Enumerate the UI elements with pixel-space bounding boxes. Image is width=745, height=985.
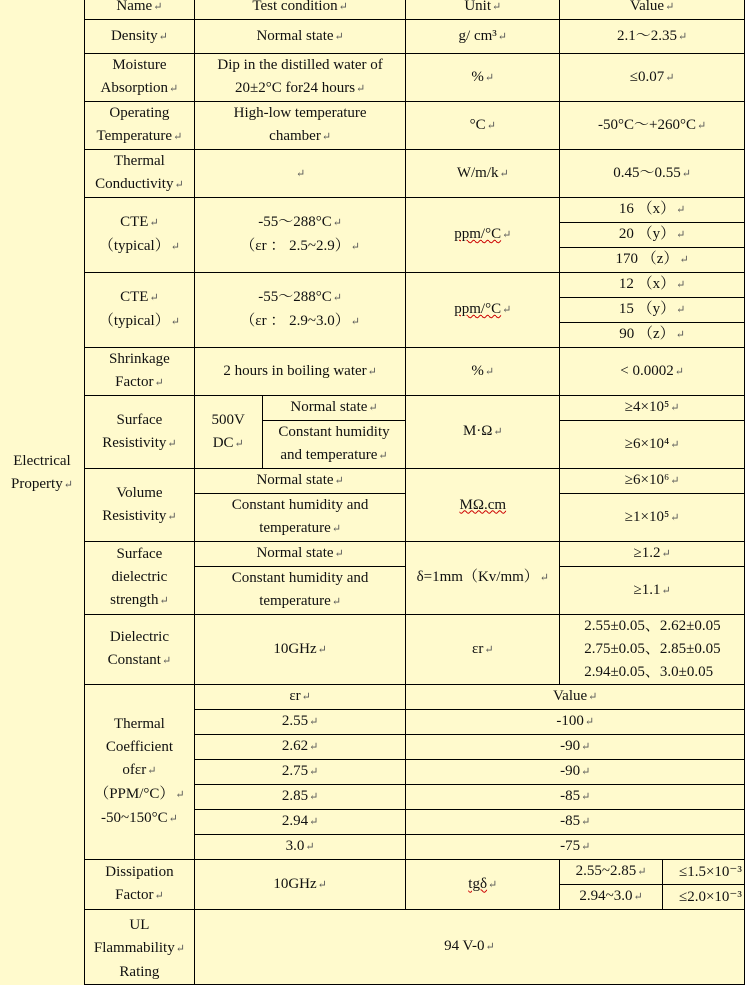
cell-text: 2.55±0.05、2.62±0.05 <box>584 618 721 634</box>
table-cell <box>406 810 745 835</box>
paragraph-mark: ↵ <box>696 119 707 132</box>
cell-text: （εr ： 2.9~3.0） <box>240 313 350 329</box>
table-cell <box>85 910 195 985</box>
table-cell <box>560 248 745 273</box>
paragraph-mark: ↵ <box>681 167 691 180</box>
paragraph-mark: ↵ <box>679 254 689 266</box>
cell-text: tgδ <box>468 875 488 892</box>
cell-text: -50~150°C <box>100 810 168 826</box>
row-density <box>85 20 745 54</box>
paragraph-mark: ↵ <box>317 643 327 656</box>
table-cell <box>194 469 406 494</box>
paragraph-mark: ↵ <box>485 941 495 953</box>
paragraph-mark: ↵ <box>676 304 686 316</box>
paragraph-mark: ↵ <box>676 279 686 291</box>
cell-text: Value <box>629 0 665 14</box>
paragraph-mark: ↵ <box>167 510 177 523</box>
table-cell <box>560 298 745 323</box>
cell-text: Operating <box>109 105 170 121</box>
cell-text: ≥1.1 <box>633 581 661 598</box>
table-cell <box>194 20 406 54</box>
cell-text: 94 V-0 <box>444 938 485 954</box>
paragraph-mark: ↵ <box>332 217 342 229</box>
cell-text: and temperature <box>280 447 378 463</box>
cell-text: εr <box>289 688 301 704</box>
cell-text: Property <box>11 476 63 492</box>
cell-text: 10GHz <box>273 875 317 892</box>
paragraph-mark: ↵ <box>637 866 647 878</box>
paragraph-mark: ↵ <box>153 1 163 13</box>
paragraph-mark: ↵ <box>581 791 591 803</box>
cell-text: Dip in the distilled water of <box>217 57 383 73</box>
spec-table <box>84 0 745 985</box>
cell-text: temperature <box>259 520 331 536</box>
table-cell <box>662 860 744 885</box>
cell-text: CTE <box>120 289 149 305</box>
cell-text: temperature <box>259 593 331 609</box>
table-cell <box>85 542 195 615</box>
row-surface-resistivity <box>85 396 745 421</box>
table-cell <box>406 273 560 348</box>
paragraph-mark: ↵ <box>670 438 680 451</box>
paragraph-mark: ↵ <box>149 292 159 304</box>
paragraph-mark: ↵ <box>499 167 509 180</box>
paragraph-mark: ↵ <box>484 71 495 84</box>
paragraph-mark: ↵ <box>581 841 591 853</box>
cell-text: Shrinkage <box>109 351 170 367</box>
cell-text: g/ cm³ <box>458 27 497 44</box>
table-cell <box>194 835 406 860</box>
cell-text: ≤2.0×10⁻³ <box>678 888 742 905</box>
table-cell <box>406 760 745 785</box>
cell-text: M·Ω <box>462 423 493 439</box>
row-operating-temperature <box>85 102 745 150</box>
cell-text: Thermal <box>114 153 165 169</box>
cell-text: Resistivity <box>102 434 167 451</box>
paragraph-mark: ↵ <box>338 1 348 13</box>
paragraph-mark: ↵ <box>175 789 185 801</box>
paragraph-mark: ↵ <box>309 766 319 778</box>
paragraph-mark: ↵ <box>492 1 502 13</box>
row-moisture-absorption <box>85 54 745 102</box>
cell-text: Factor <box>115 374 154 390</box>
paragraph-mark: ↵ <box>350 316 360 328</box>
paragraph-mark: ↵ <box>175 943 185 955</box>
cell-text: Normal state <box>290 399 368 415</box>
cell-text: 3.0 <box>285 838 305 854</box>
table-cell <box>194 810 406 835</box>
paragraph-mark: ↵ <box>497 30 508 43</box>
row-cte-1 <box>85 198 745 223</box>
table-cell <box>560 469 745 494</box>
table-cell <box>406 150 560 198</box>
table-cell <box>406 469 560 542</box>
table-cell <box>85 273 195 348</box>
cell-text: （PPM/°C） <box>94 786 175 802</box>
cell-text: εr <box>472 640 484 657</box>
row-ul-flammability <box>85 910 745 985</box>
cell-text: （εr ： 2.5~2.9） <box>240 238 350 254</box>
cell-text: ≥6×10⁴ <box>624 435 670 452</box>
table-cell <box>85 20 195 54</box>
paragraph-mark: ↵ <box>488 878 498 891</box>
table-cell <box>85 348 195 396</box>
paragraph-mark: ↵ <box>317 878 327 891</box>
paragraph-mark: ↵ <box>670 475 680 487</box>
table-cell <box>194 396 262 469</box>
paragraph-mark: ↵ <box>170 316 180 328</box>
cell-text: Constant humidity and <box>231 497 369 513</box>
cell-text: Surface <box>116 411 163 428</box>
cell-text: Name <box>116 0 153 14</box>
table-cell <box>560 223 745 248</box>
cell-text: UL <box>129 917 150 933</box>
paragraph-mark: ↵ <box>484 365 495 378</box>
table-cell <box>85 685 195 860</box>
table-cell <box>560 273 745 298</box>
paragraph-mark: ↵ <box>158 30 168 43</box>
cell-text: 2.94~3.0 <box>579 888 633 904</box>
table-cell <box>560 421 745 469</box>
cell-text: Constant humidity <box>278 424 390 440</box>
paragraph-mark: ↵ <box>309 791 319 803</box>
cell-text: Normal state <box>256 472 334 488</box>
cell-text: Dielectric <box>109 629 169 645</box>
paragraph-mark: ↵ <box>167 437 177 450</box>
cell-text: 2.62 <box>281 738 309 754</box>
table-cell <box>406 735 745 760</box>
paragraph-mark: ↵ <box>147 765 157 777</box>
table-cell <box>560 615 745 685</box>
row-dielectric-constant <box>85 615 745 685</box>
paragraph-mark: ↵ <box>309 741 319 753</box>
row-thermal-coefficient <box>85 685 745 710</box>
paragraph-mark: ↵ <box>661 584 671 597</box>
paragraph-mark: ↵ <box>161 655 172 667</box>
cell-text: 2.94 <box>281 813 309 829</box>
table-cell <box>406 54 560 102</box>
row-thermal-conductivity <box>85 150 745 198</box>
table-cell <box>194 348 406 396</box>
cell-text: ppm/°C <box>454 301 502 317</box>
table-cell <box>406 615 560 685</box>
cell-text: Value <box>553 688 588 704</box>
cell-text: Dissipation <box>105 864 174 880</box>
cell-text: （typical） <box>98 238 170 254</box>
cell-text: ≥1×10⁵ <box>624 508 670 525</box>
cell-text: Temperature <box>96 128 173 144</box>
cell-text: ≥6×10⁶ <box>624 472 670 488</box>
group-label-electrical-property <box>0 450 84 497</box>
table-cell <box>85 102 195 150</box>
cell-text: Coefficient <box>105 739 174 755</box>
paragraph-mark: ↵ <box>581 766 591 778</box>
table-cell <box>194 785 406 810</box>
cell-text: High-low temperature <box>233 105 367 121</box>
paragraph-mark: ↵ <box>581 816 591 828</box>
table-cell <box>406 710 745 735</box>
paragraph-mark: ↵ <box>378 450 388 462</box>
paragraph-mark: ↵ <box>484 643 494 656</box>
header-name <box>85 0 195 20</box>
cell-text: Resistivity <box>102 507 167 524</box>
paragraph-mark: ↵ <box>169 83 179 95</box>
table-cell <box>560 885 663 910</box>
paragraph-mark: ↵ <box>149 217 159 229</box>
paragraph-mark: ↵ <box>173 131 183 143</box>
cell-text: dielectric <box>111 569 168 585</box>
row-shrinkage-factor <box>85 348 745 396</box>
table-cell <box>406 396 560 469</box>
table-cell <box>85 54 195 102</box>
table-cell <box>194 54 406 102</box>
cell-text: Normal state <box>256 545 334 561</box>
cell-text: % <box>471 68 484 85</box>
paragraph-mark: ↵ <box>168 813 178 825</box>
cell-text: -55～288°C <box>258 214 332 230</box>
paragraph-mark: ↵ <box>677 30 688 43</box>
cell-text: Electrical <box>13 453 71 469</box>
paragraph-mark: ↵ <box>334 548 344 560</box>
table-cell <box>560 567 745 615</box>
cell-text: Unit <box>464 0 492 14</box>
table-cell <box>406 348 560 396</box>
table-cell <box>85 860 195 910</box>
paragraph-mark: ↵ <box>665 1 675 13</box>
cell-text: W/m/k <box>456 164 499 181</box>
cell-text: ofεr <box>122 762 147 778</box>
table-cell <box>194 198 406 273</box>
cell-text: δ=1mm（Kv/mm） <box>416 569 539 585</box>
table-cell <box>560 102 745 150</box>
cell-text: Constant <box>107 652 161 668</box>
cell-text: -85 <box>560 813 581 829</box>
table-cell <box>194 735 406 760</box>
table-cell <box>194 150 406 198</box>
cell-text: ≤0.07 <box>629 68 665 85</box>
table-cell <box>194 615 406 685</box>
paragraph-mark: ↵ <box>502 229 512 241</box>
cell-text: 2.85 <box>281 788 309 804</box>
table-cell <box>262 396 406 421</box>
cell-text: 12 （x） <box>618 276 676 292</box>
paragraph-mark: ↵ <box>539 572 549 584</box>
paragraph-mark: ↵ <box>170 241 180 253</box>
paragraph-mark: ↵ <box>368 402 378 414</box>
table-cell <box>194 860 406 910</box>
table-cell <box>406 785 745 810</box>
paragraph-mark: ↵ <box>296 167 306 180</box>
table-cell <box>194 567 406 615</box>
table-cell <box>406 542 560 615</box>
cell-text: °C <box>469 116 486 133</box>
cell-text: Factor <box>115 887 154 903</box>
row-dielectric-strength <box>85 542 745 567</box>
table-cell <box>406 20 560 54</box>
table-cell <box>194 760 406 785</box>
cell-text: Test condition <box>252 0 338 14</box>
header-row <box>85 0 745 20</box>
cell-text: 2.75 <box>281 763 309 779</box>
paragraph-mark: ↵ <box>309 716 319 728</box>
cell-text: Flammability <box>93 940 175 956</box>
cell-text: 170 （z） <box>615 251 679 267</box>
row-dissipation-factor <box>85 860 745 885</box>
table-cell <box>85 150 195 198</box>
cell-text: -50°C～+260°C <box>598 116 696 133</box>
paragraph-mark: ↵ <box>356 83 366 95</box>
table-cell <box>85 615 195 685</box>
table-cell <box>194 273 406 348</box>
cell-text: 20±2°C for24 hours <box>234 80 356 96</box>
table-cell <box>406 198 560 273</box>
cell-text: strength <box>110 592 159 608</box>
cell-text: Thermal <box>114 716 165 732</box>
paragraph-mark: ↵ <box>493 426 503 438</box>
table-cell <box>194 542 406 567</box>
row-volume-resistivity <box>85 469 745 494</box>
table-cell <box>194 494 406 542</box>
table-cell <box>406 102 560 150</box>
table-cell <box>560 323 745 348</box>
paragraph-mark: ↵ <box>502 304 512 316</box>
header-test <box>194 0 406 20</box>
paragraph-mark: ↵ <box>234 437 244 450</box>
cell-text: DC <box>212 434 234 451</box>
table-cell <box>406 685 745 710</box>
paragraph-mark: ↵ <box>174 179 184 191</box>
cell-text: ≥1.2 <box>633 545 661 561</box>
paragraph-mark: ↵ <box>305 841 315 853</box>
paragraph-mark: ↵ <box>159 595 169 607</box>
paragraph-mark: ↵ <box>154 377 164 389</box>
cell-text: -55～288°C <box>258 289 332 305</box>
paragraph-mark: ↵ <box>334 475 344 487</box>
cell-text: CTE <box>120 214 149 230</box>
cell-text: 10GHz <box>273 640 317 657</box>
table-cell <box>560 20 745 54</box>
cell-text: Absorption <box>100 80 169 96</box>
cell-text: 2.94±0.05、3.0±0.05 <box>584 664 714 680</box>
paragraph-mark: ↵ <box>633 891 643 903</box>
paragraph-mark: ↵ <box>588 691 598 703</box>
cell-text: 2.55~2.85 <box>575 863 637 879</box>
cell-text: -75 <box>560 838 581 854</box>
paragraph-mark: ↵ <box>581 741 591 753</box>
paragraph-mark: ↵ <box>332 292 342 304</box>
cell-text: Conductivity <box>95 176 174 192</box>
cell-text: Normal state <box>256 27 334 44</box>
table-cell <box>194 910 744 985</box>
paragraph-mark: ↵ <box>309 816 319 828</box>
cell-text: 20 （y） <box>618 226 676 242</box>
table-cell <box>662 885 744 910</box>
paragraph-mark: ↵ <box>676 229 686 241</box>
paragraph-mark: ↵ <box>367 365 377 378</box>
paragraph-mark: ↵ <box>350 241 360 253</box>
row-cte-2 <box>85 273 745 298</box>
cell-text: 2.55 <box>281 713 309 729</box>
cell-text: （typical） <box>98 313 170 329</box>
paragraph-mark: ↵ <box>670 511 680 524</box>
cell-text: -100 <box>556 713 584 729</box>
table-cell <box>560 396 745 421</box>
cell-text: 16 （x） <box>618 201 676 217</box>
table-cell <box>85 396 195 469</box>
table-cell <box>560 150 745 198</box>
paragraph-mark: ↵ <box>676 204 686 216</box>
table-cell <box>560 348 745 396</box>
cell-text: ≥4×10⁵ <box>624 399 670 415</box>
header-unit <box>406 0 560 20</box>
table-cell <box>85 198 195 273</box>
cell-text: -90 <box>560 738 581 754</box>
cell-text: 0.45～0.55 <box>613 164 681 181</box>
cell-text: 500V <box>211 411 245 428</box>
table-cell <box>560 494 745 542</box>
table-cell <box>194 710 406 735</box>
cell-text: 90 （z） <box>619 326 675 342</box>
table-cell <box>560 542 745 567</box>
cell-text: < 0.0002 <box>620 362 674 379</box>
cell-text: -85 <box>560 788 581 804</box>
cell-text: ≤1.5×10⁻³ <box>678 863 742 880</box>
paragraph-mark: ↵ <box>486 119 496 132</box>
cell-text: Constant humidity and <box>231 570 369 586</box>
paragraph-mark: ↵ <box>331 523 342 535</box>
table-cell <box>85 469 195 542</box>
cell-text: chamber <box>269 128 321 144</box>
paragraph-mark: ↵ <box>670 402 680 414</box>
cell-text: Rating <box>119 964 160 980</box>
table-cell <box>194 102 406 150</box>
paragraph-mark: ↵ <box>301 691 311 703</box>
paragraph-mark: ↵ <box>584 716 595 728</box>
paragraph-mark: ↵ <box>665 71 675 84</box>
table-cell <box>194 685 406 710</box>
cell-text: Surface <box>116 546 163 562</box>
cell-text: 2 hours in boiling water <box>223 362 367 379</box>
cell-text: 15 （y） <box>618 301 676 317</box>
table-cell <box>406 835 745 860</box>
cell-text: % <box>471 362 484 379</box>
paragraph-mark: ↵ <box>675 329 685 341</box>
paragraph-mark: ↵ <box>63 479 73 491</box>
table-cell <box>560 198 745 223</box>
cell-text: 2.1～2.35 <box>616 27 677 44</box>
table-cell <box>560 54 745 102</box>
table-cell <box>262 421 406 469</box>
table-cell <box>560 860 663 885</box>
cell-text: Density <box>110 27 158 44</box>
cell-text: 2.75±0.05、2.85±0.05 <box>584 641 721 657</box>
paragraph-mark: ↵ <box>331 596 342 608</box>
cell-text: -90 <box>560 763 581 779</box>
paragraph-mark: ↵ <box>661 548 671 560</box>
paragraph-mark: ↵ <box>674 365 684 378</box>
cell-text: ppm/°C <box>454 226 502 242</box>
table-cell <box>406 860 560 910</box>
cell-text: Volume <box>116 484 163 501</box>
cell-text: MΩ.cm <box>459 496 507 513</box>
header-value <box>560 0 745 20</box>
cell-text: Moisture <box>112 57 167 73</box>
paragraph-mark: ↵ <box>334 30 344 43</box>
paragraph-mark: ↵ <box>154 890 164 902</box>
paragraph-mark: ↵ <box>321 131 332 143</box>
